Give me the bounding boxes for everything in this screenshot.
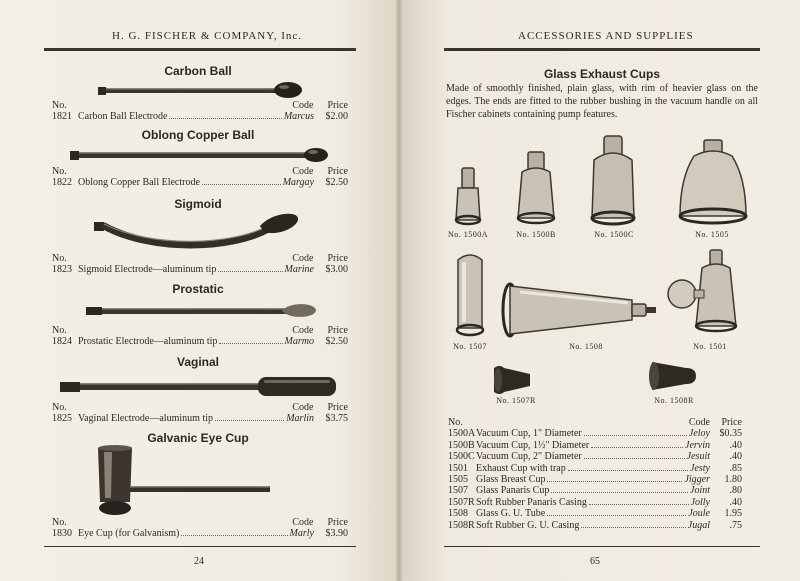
item-description: Carbon Ball Electrode xyxy=(78,111,168,122)
item-number: 1830 xyxy=(52,528,72,539)
item-code: Jigger xyxy=(684,473,710,485)
code-header: Code xyxy=(292,402,314,413)
cup-1500b-illustration xyxy=(512,150,560,226)
cup-1505-illustration xyxy=(676,138,750,226)
heading-sigmoid: Sigmoid xyxy=(174,197,222,211)
right-footer-rule xyxy=(444,546,760,547)
item-code: Marine xyxy=(284,264,314,275)
item-number: 1822 xyxy=(52,177,72,188)
prostatic-electrode-illustration xyxy=(84,300,320,322)
cup-1500a-illustration xyxy=(448,164,488,226)
item-row-1822 xyxy=(52,166,348,188)
heading-vaginal: Vaginal xyxy=(176,355,220,369)
item-code: Margay xyxy=(282,177,314,188)
item-code: Marly xyxy=(289,528,314,539)
table-row xyxy=(448,428,742,439)
item-row-1830 xyxy=(52,517,348,539)
item-number: 1508R xyxy=(448,519,475,531)
right-header-rule xyxy=(444,48,760,51)
item-description: Glass Breast Cup xyxy=(476,473,546,485)
item-description: Vaginal Electrode—aluminum tip xyxy=(78,413,213,424)
galvanic-eye-cup-illustration xyxy=(94,444,274,520)
item-number: 1505 xyxy=(448,473,468,485)
price-header: Price xyxy=(327,517,348,528)
no-header: No. xyxy=(448,417,463,428)
table-row xyxy=(448,474,742,485)
table-row xyxy=(448,520,742,531)
description-paragraph: Made of smoothly finished, plain glass, with rim of heavier glass on the edges. The ends are fitted to the rubber bushing in the vacuum handle on all Fischer cabinets containing pump features. xyxy=(446,83,758,120)
item-code: Marcus xyxy=(283,111,314,122)
item-price: $2.00 xyxy=(325,111,348,122)
no-header: No. xyxy=(52,402,67,413)
item-description: Prostatic Electrode—aluminum tip xyxy=(78,336,218,347)
table-row xyxy=(448,485,742,496)
code-header: Code xyxy=(292,325,314,336)
item-number: 1507R xyxy=(448,496,475,508)
item-price: $3.75 xyxy=(325,413,348,424)
right-running-head: ACCESSORIES AND SUPPLIES xyxy=(518,30,694,42)
heading-glass-exhaust-cups: Glass Exhaust Cups xyxy=(543,67,661,81)
casing-1507r-illustration xyxy=(490,364,536,394)
item-price: $3.00 xyxy=(325,264,348,275)
left-running-head: H. G. FISCHER & COMPANY, Inc. xyxy=(112,30,303,42)
price-header: Price xyxy=(327,166,348,177)
item-price: 1.95 xyxy=(724,508,742,520)
item-number: 1500C xyxy=(448,451,475,463)
item-code: Jervin xyxy=(685,439,710,451)
item-code: Jeloy xyxy=(688,428,710,440)
item-number: 1508 xyxy=(448,508,468,520)
no-header: No. xyxy=(52,166,67,177)
table-row xyxy=(448,508,742,519)
table-row xyxy=(448,440,742,451)
item-code: Marmo xyxy=(284,336,314,347)
table-row xyxy=(448,463,742,474)
item-price: .40 xyxy=(729,496,742,508)
no-header: No. xyxy=(52,100,67,111)
heading-carbon-ball: Carbon Ball xyxy=(164,64,232,78)
item-row-1824 xyxy=(52,325,348,347)
price-table xyxy=(448,417,742,531)
left-header-rule xyxy=(44,48,356,51)
item-description: Vacuum Cup, 2" Diameter xyxy=(476,451,582,463)
item-code: Jesuit xyxy=(686,451,710,463)
item-number: 1507 xyxy=(448,485,468,497)
item-code: Jugal xyxy=(687,519,710,531)
cup-1501-illustration xyxy=(664,248,748,338)
caption-1500a: No. 1500A xyxy=(447,230,489,239)
price-header: Price xyxy=(721,417,742,428)
item-code: Joule xyxy=(688,508,710,520)
item-description: Soft Rubber G. U. Casing xyxy=(476,519,580,531)
tube-1508-illustration xyxy=(500,280,660,342)
left-footer-rule xyxy=(44,546,356,547)
cup-1507-illustration xyxy=(452,250,488,340)
carbon-ball-electrode-illustration xyxy=(96,80,306,100)
cup-1500c-illustration xyxy=(586,134,640,226)
item-number: 1501 xyxy=(448,462,468,474)
item-number: 1823 xyxy=(52,264,72,275)
item-price: $2.50 xyxy=(325,336,348,347)
caption-1508: No. 1508 xyxy=(569,342,603,351)
item-description: Soft Rubber Panaris Casing xyxy=(476,496,587,508)
item-description: Sigmoid Electrode—aluminum tip xyxy=(78,264,217,275)
item-code: Marlin xyxy=(286,413,314,424)
left-page-number: 24 xyxy=(194,556,204,567)
code-header: Code xyxy=(292,517,314,528)
item-number: 1825 xyxy=(52,413,72,424)
code-header: Code xyxy=(292,166,314,177)
item-description: Glass Panaris Cup xyxy=(476,485,550,497)
caption-1507r: No. 1507R xyxy=(496,396,536,405)
code-header: Code xyxy=(688,417,710,428)
caption-1501: No. 1501 xyxy=(693,342,727,351)
oblong-copper-ball-electrode-illustration xyxy=(68,144,330,166)
no-header: No. xyxy=(52,517,67,528)
item-row-1825 xyxy=(52,402,348,424)
price-header: Price xyxy=(327,325,348,336)
item-price: 1.80 xyxy=(724,473,742,485)
item-description: Glass G. U. Tube xyxy=(476,508,546,520)
item-price: $3.90 xyxy=(325,528,348,539)
caption-1507: No. 1507 xyxy=(453,342,487,351)
item-description: Eye Cup (for Galvanism) xyxy=(78,528,180,539)
item-description: Exhaust Cup with trap xyxy=(476,462,566,474)
code-header: Code xyxy=(292,100,314,111)
item-code: Joint xyxy=(690,485,710,497)
right-page-number: 65 xyxy=(590,556,600,567)
table-row xyxy=(448,451,742,462)
item-number: 1824 xyxy=(52,336,72,347)
item-description: Vacuum Cup, 1" Diameter xyxy=(476,428,582,440)
item-number: 1500B xyxy=(448,439,475,451)
caption-1500b: No. 1500B xyxy=(516,230,556,239)
item-number: 1821 xyxy=(52,111,72,122)
casing-1508r-illustration xyxy=(646,360,700,392)
sigmoid-electrode-illustration xyxy=(92,210,302,256)
item-price: .40 xyxy=(729,451,742,463)
price-header: Price xyxy=(327,402,348,413)
item-price: .85 xyxy=(729,462,742,474)
caption-1508r: No. 1508R xyxy=(654,396,694,405)
no-header: No. xyxy=(52,253,67,264)
item-price: $0.35 xyxy=(719,428,742,440)
no-header: No. xyxy=(52,325,67,336)
item-description: Vacuum Cup, 1½" Diameter xyxy=(476,439,590,451)
item-price: .75 xyxy=(729,519,742,531)
price-header: Price xyxy=(327,253,348,264)
item-price: $2.50 xyxy=(325,177,348,188)
item-row-1823 xyxy=(52,253,348,275)
item-code: Jolly xyxy=(690,496,710,508)
item-price: .80 xyxy=(729,485,742,497)
heading-prostatic: Prostatic xyxy=(172,282,224,296)
heading-galvanic-eye-cup: Galvanic Eye Cup xyxy=(147,431,249,445)
vaginal-electrode-illustration xyxy=(58,374,340,400)
table-header xyxy=(448,417,742,428)
item-description: Oblong Copper Ball Electrode xyxy=(78,177,200,188)
item-price: .40 xyxy=(729,439,742,451)
heading-oblong-copper-ball: Oblong Copper Ball xyxy=(141,128,255,142)
code-header: Code xyxy=(292,253,314,264)
table-row xyxy=(448,497,742,508)
caption-1500c: No. 1500C xyxy=(594,230,634,239)
item-number: 1500A xyxy=(448,428,476,440)
book-gutter xyxy=(396,0,402,581)
item-row-1821 xyxy=(52,100,348,122)
price-header: Price xyxy=(327,100,348,111)
item-code: Jesty xyxy=(690,462,710,474)
caption-1505: No. 1505 xyxy=(695,230,729,239)
